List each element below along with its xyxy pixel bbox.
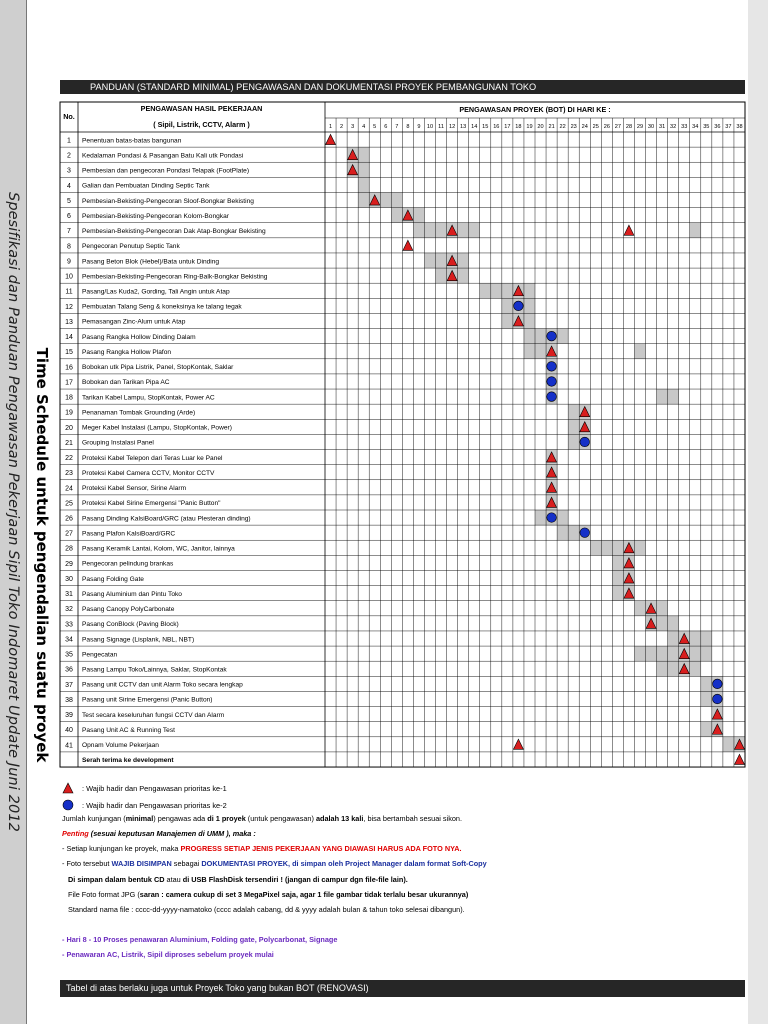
row-number: 20 — [65, 424, 73, 432]
circle-marker — [547, 377, 557, 387]
day-label: 15 — [482, 124, 489, 130]
row-number: 30 — [65, 575, 73, 583]
row-number: 36 — [65, 666, 73, 674]
circle-marker — [547, 513, 557, 523]
row-task: Penentuan batas-batas bangunan — [82, 137, 182, 145]
row-task: Pasang Folding Gate — [82, 575, 144, 583]
row-task: Bobokan utk Pipa Listrik, Panel, StopKontak, Saklar — [82, 364, 234, 372]
day-label: 7 — [395, 124, 399, 130]
day-label: 23 — [570, 124, 577, 130]
row-task: Pengecatan — [82, 651, 118, 659]
row-number: 12 — [65, 303, 73, 311]
shaded-cell — [480, 283, 535, 298]
row-task: Meger Kabel Instalasi (Lampu, StopKontak, Power) — [82, 424, 232, 432]
day-label: 25 — [592, 124, 599, 130]
day-label: 29 — [636, 124, 644, 130]
vertical-title: Time Schedule untuk pengendalian suatu proyek — [33, 347, 51, 763]
day-label: 36 — [714, 124, 721, 130]
row-number: 18 — [65, 394, 73, 402]
header-bar: PANDUAN (STANDARD MINIMAL) PENGAWASAN DAN DOKUMENTASI PROYEK PEMBANGUNAN TOKO — [60, 80, 745, 94]
row-task: Proteksi Kabel Sirine Emergensi "Panic Button" — [82, 500, 221, 508]
row-task: Galian dan Pembuatan Dinding Septic Tank — [82, 182, 210, 190]
row-task: Pembesian-Bekisting-Pengecoran Sloof-Bongkar Bekisting — [82, 197, 254, 205]
row-task: Opnam Volume Pekerjaan — [82, 742, 159, 750]
row-task: Pasang Signage (Lisplank, NBL, NBT) — [82, 636, 195, 644]
row-number: 14 — [65, 334, 73, 342]
header-days: PENGAWASAN PROYEK (BOT) DI HARI KE : — [459, 105, 611, 114]
row-task: Pembesian-Bekisting-Pengecoran Ring-Balk-Bongkar Bekisting — [82, 273, 268, 281]
row-task: Tarikan Kabel Lampu, StopKontak, Power AC — [82, 394, 215, 402]
day-label: 1 — [328, 124, 333, 130]
row-number: 32 — [65, 606, 73, 614]
row-number: 34 — [65, 636, 73, 644]
row-task: Pasang unit CCTV dan unit Alarm Toko secara lengkap — [82, 681, 243, 689]
row-task: Pasang Rangka Hollow Dinding Dalam — [82, 333, 196, 341]
row-task: Pengecoran Penutup Septic Tank — [82, 243, 180, 251]
day-label: 37 — [725, 124, 732, 130]
row-number: 38 — [65, 696, 73, 704]
circle-marker — [514, 301, 524, 311]
row-number: 40 — [65, 727, 73, 735]
row-task: Pasang Lampu Toko/Lainnya, Saklar, StopKontak — [82, 666, 227, 674]
row-number: 25 — [65, 500, 73, 508]
day-label: 35 — [703, 124, 710, 130]
row-task: Pasang unit Sirine Emergensi (Panic Button) — [82, 696, 213, 704]
row-number: 19 — [65, 409, 73, 417]
row-task: Pasang/Las Kuda2, Gording, Tali Angin untuk Atap — [82, 288, 230, 296]
day-label: 28 — [625, 124, 633, 130]
row-task: Pasang Canopy PolyCarbonate — [82, 606, 175, 614]
shaded-cell — [690, 223, 701, 238]
note-photo-storage: - Foto tersebut WAJIB DISIMPAN sebagai DOKUMENTASI PROYEK, di simpan oleh Project Manager dalam format Soft-Copy — [62, 859, 487, 868]
row-number: 41 — [65, 742, 73, 750]
circle-marker — [713, 694, 723, 704]
day-label: 32 — [670, 124, 677, 130]
day-label: 19 — [526, 124, 533, 130]
row-task: Bobokan dan Tarikan Pipa AC — [82, 379, 170, 387]
triangle-marker-icon — [62, 782, 74, 794]
row-number: 4 — [67, 182, 71, 190]
day-label: 34 — [692, 124, 699, 130]
row-number: 26 — [65, 515, 73, 523]
note-important: Penting (sesuai keputusan Manajemen di UMM ), maka : — [62, 829, 256, 838]
shaded-cell — [358, 177, 369, 192]
day-label: 10 — [426, 124, 434, 130]
row-number: 1 — [67, 137, 71, 145]
header-task-line1: PENGAWASAN HASIL PEKERJAAN — [140, 104, 263, 113]
row-number: 7 — [67, 228, 71, 236]
row-number: 8 — [67, 243, 71, 251]
legend-priority-2: : Wajib hadir dan Pengawasan prioritas ke-2 — [82, 801, 227, 810]
row-number: 21 — [65, 439, 73, 447]
triangle-marker — [403, 240, 413, 250]
note-day-8-10: - Hari 8 - 10 Proses penawaran Aluminium, Folding gate, Polycarbonat, Signage — [62, 935, 338, 944]
day-label: 14 — [471, 124, 478, 130]
day-label: 3 — [351, 124, 355, 130]
triangle-marker — [513, 739, 523, 749]
row-task: Pembuatan Talang Seng & koneksinya ke talang tegak — [82, 303, 242, 311]
row-number: 24 — [65, 485, 73, 493]
day-label: 20 — [537, 124, 544, 130]
row-task: Pasang Rangka Hollow Plafon — [82, 348, 172, 356]
row-number: 23 — [65, 470, 73, 478]
day-label: 6 — [384, 124, 388, 130]
day-label: 16 — [493, 124, 500, 130]
circle-marker — [547, 362, 557, 372]
shaded-cell — [590, 540, 645, 555]
footer-bar: Tabel di atas berlaku juga untuk Proyek Toko yang bukan BOT (RENOVASI) — [60, 980, 745, 997]
day-label: 22 — [559, 124, 566, 130]
row-task: Pasang Keramik Lantai, Kolom, WC, Janitor, lainnya — [82, 545, 235, 553]
day-label: 2 — [340, 124, 344, 130]
day-label: 8 — [406, 124, 410, 130]
row-number: 6 — [67, 213, 71, 221]
header-no: No. — [63, 112, 75, 121]
day-label: 24 — [581, 124, 588, 130]
row-task: Penanaman Tombak Grounding (Arde) — [82, 409, 196, 417]
day-label: 33 — [681, 124, 688, 130]
header-task-line2: ( Sipil, Listrik, CCTV, Alarm ) — [153, 120, 250, 129]
row-number: 2 — [67, 152, 71, 160]
legend-priority-1: : Wajib hadir dan Pengawasan prioritas ke-1 — [82, 784, 227, 793]
triangle-marker — [624, 225, 634, 235]
row-number: 37 — [65, 681, 73, 689]
day-label: 18 — [515, 124, 522, 130]
row-number: 35 — [65, 651, 73, 659]
shaded-cell — [634, 646, 711, 661]
row-task: Pasang ConBlock (Paving Block) — [82, 621, 179, 629]
row-number: 28 — [65, 545, 73, 553]
day-label: 27 — [614, 124, 622, 130]
row-number: 27 — [65, 530, 73, 538]
row-number: 15 — [65, 349, 73, 357]
note-file-format: File Foto format JPG (saran : camera cukup di set 3 MegaPixel saja, agar 1 file gambar tidak terlalu besar ukurannya) — [68, 890, 469, 899]
circle-marker — [580, 437, 590, 447]
circle-marker — [547, 392, 557, 402]
row-task: Pasang Beton Blok (Hebel)/Bata untuk Dinding — [82, 258, 220, 266]
row-number: 3 — [67, 167, 71, 175]
triangle-marker — [734, 754, 744, 764]
row-number: 29 — [65, 560, 73, 568]
row-number: 9 — [67, 258, 71, 266]
side-caption: Spesifikasi dan Panduan Pengawasan Pekerjaan Sipil Toko Indomaret Update Juni 2012 — [5, 192, 21, 832]
note-visit-count: Jumlah kunjungan (minimal) pengawas ada di 1 proyek (untuk pengawasan) adalah 13 kali, bisa bertambah sesuai sikon. — [62, 814, 462, 823]
row-task: Pembesian-Bekisting-Pengecoran Kolom-Bongkar — [82, 212, 229, 220]
row-number: 16 — [65, 364, 73, 372]
triangle-marker — [326, 134, 336, 144]
row-task: Proteksi Kabel Sensor, Sirine Alarm — [82, 485, 187, 493]
day-label: 4 — [362, 124, 366, 130]
day-label: 5 — [373, 124, 377, 130]
day-label: 21 — [548, 124, 555, 130]
row-task: Serah terima ke development — [82, 757, 174, 765]
row-task: Pasang Plafon KalsiBoard/GRC — [82, 530, 176, 538]
row-number: 13 — [65, 318, 73, 326]
note-pre-project-offers: - Penawaran AC, Listrik, Sipil diproses sebelum proyek mulai — [62, 950, 274, 959]
row-number: 31 — [65, 591, 73, 599]
row-task: Test secara keseluruhan fungsi CCTV dan Alarm — [82, 711, 225, 719]
note-storage-media: Di simpan dalam bentuk CD atau di USB FlashDisk tersendiri ! (jangan di campur dgn file-file lain). — [68, 875, 408, 884]
day-label: 17 — [504, 124, 511, 130]
day-label: 13 — [460, 124, 467, 130]
row-task: Pasang Aluminium dan Pintu Toko — [82, 590, 182, 598]
row-number: 17 — [65, 379, 73, 387]
row-task: Pemasangan Zinc-Alum untuk Atap — [82, 318, 186, 326]
row-number: 11 — [65, 288, 73, 296]
row-number: 39 — [65, 712, 73, 720]
row-task: Grouping Instalasi Panel — [82, 439, 154, 447]
note-file-naming: Standard nama file : cccc-dd-yyyy-namatoko (cccc adalah cabang, dd & yyyy adalah bulan & tahun toko selesai dibangun). — [68, 905, 465, 914]
day-label: 38 — [736, 124, 743, 130]
day-label: 9 — [417, 124, 421, 130]
row-task: Pembesian dan pengecoran Pondasi Telapak (FootPlate) — [82, 167, 250, 175]
day-label: 26 — [603, 124, 610, 130]
day-label: 31 — [658, 124, 666, 130]
circle-marker-icon — [62, 799, 74, 811]
row-task: Pengecoran pelindung brankas — [82, 560, 174, 568]
circle-marker — [580, 528, 590, 538]
circle-marker — [547, 331, 557, 341]
day-label: 30 — [647, 124, 655, 130]
circle-marker — [713, 679, 723, 689]
row-task: Pasang Dinding KalsiBoard/GRC (atau Plesteran dinding) — [82, 515, 251, 523]
row-task: Kedalaman Pondasi & Pasangan Batu Kali utk Pondasi — [82, 152, 244, 160]
note-photo-progress: - Setiap kunjungan ke proyek, maka PROGRESS SETIAP JENIS PEKERJAAN YANG DIAWASI HARUS ADA FOTO NYA. — [62, 844, 462, 853]
day-label: 11 — [438, 124, 444, 130]
row-task: Proteksi Kabel Camera CCTV, Monitor CCTV — [82, 469, 215, 477]
row-task: Proteksi Kabel Telepon dari Teras Luar ke Panel — [82, 454, 223, 462]
row-task: Pasang Unit AC & Running Test — [82, 726, 175, 734]
row-task: Pembesian-Bekisting-Pengecoran Dak Atap-Bongkar Bekisting — [82, 228, 266, 236]
row-number: 33 — [65, 621, 73, 629]
row-number: 10 — [65, 273, 73, 281]
row-number: 22 — [65, 455, 73, 463]
row-number: 5 — [67, 197, 71, 205]
day-label: 12 — [448, 124, 456, 130]
shaded-cell — [634, 344, 645, 359]
